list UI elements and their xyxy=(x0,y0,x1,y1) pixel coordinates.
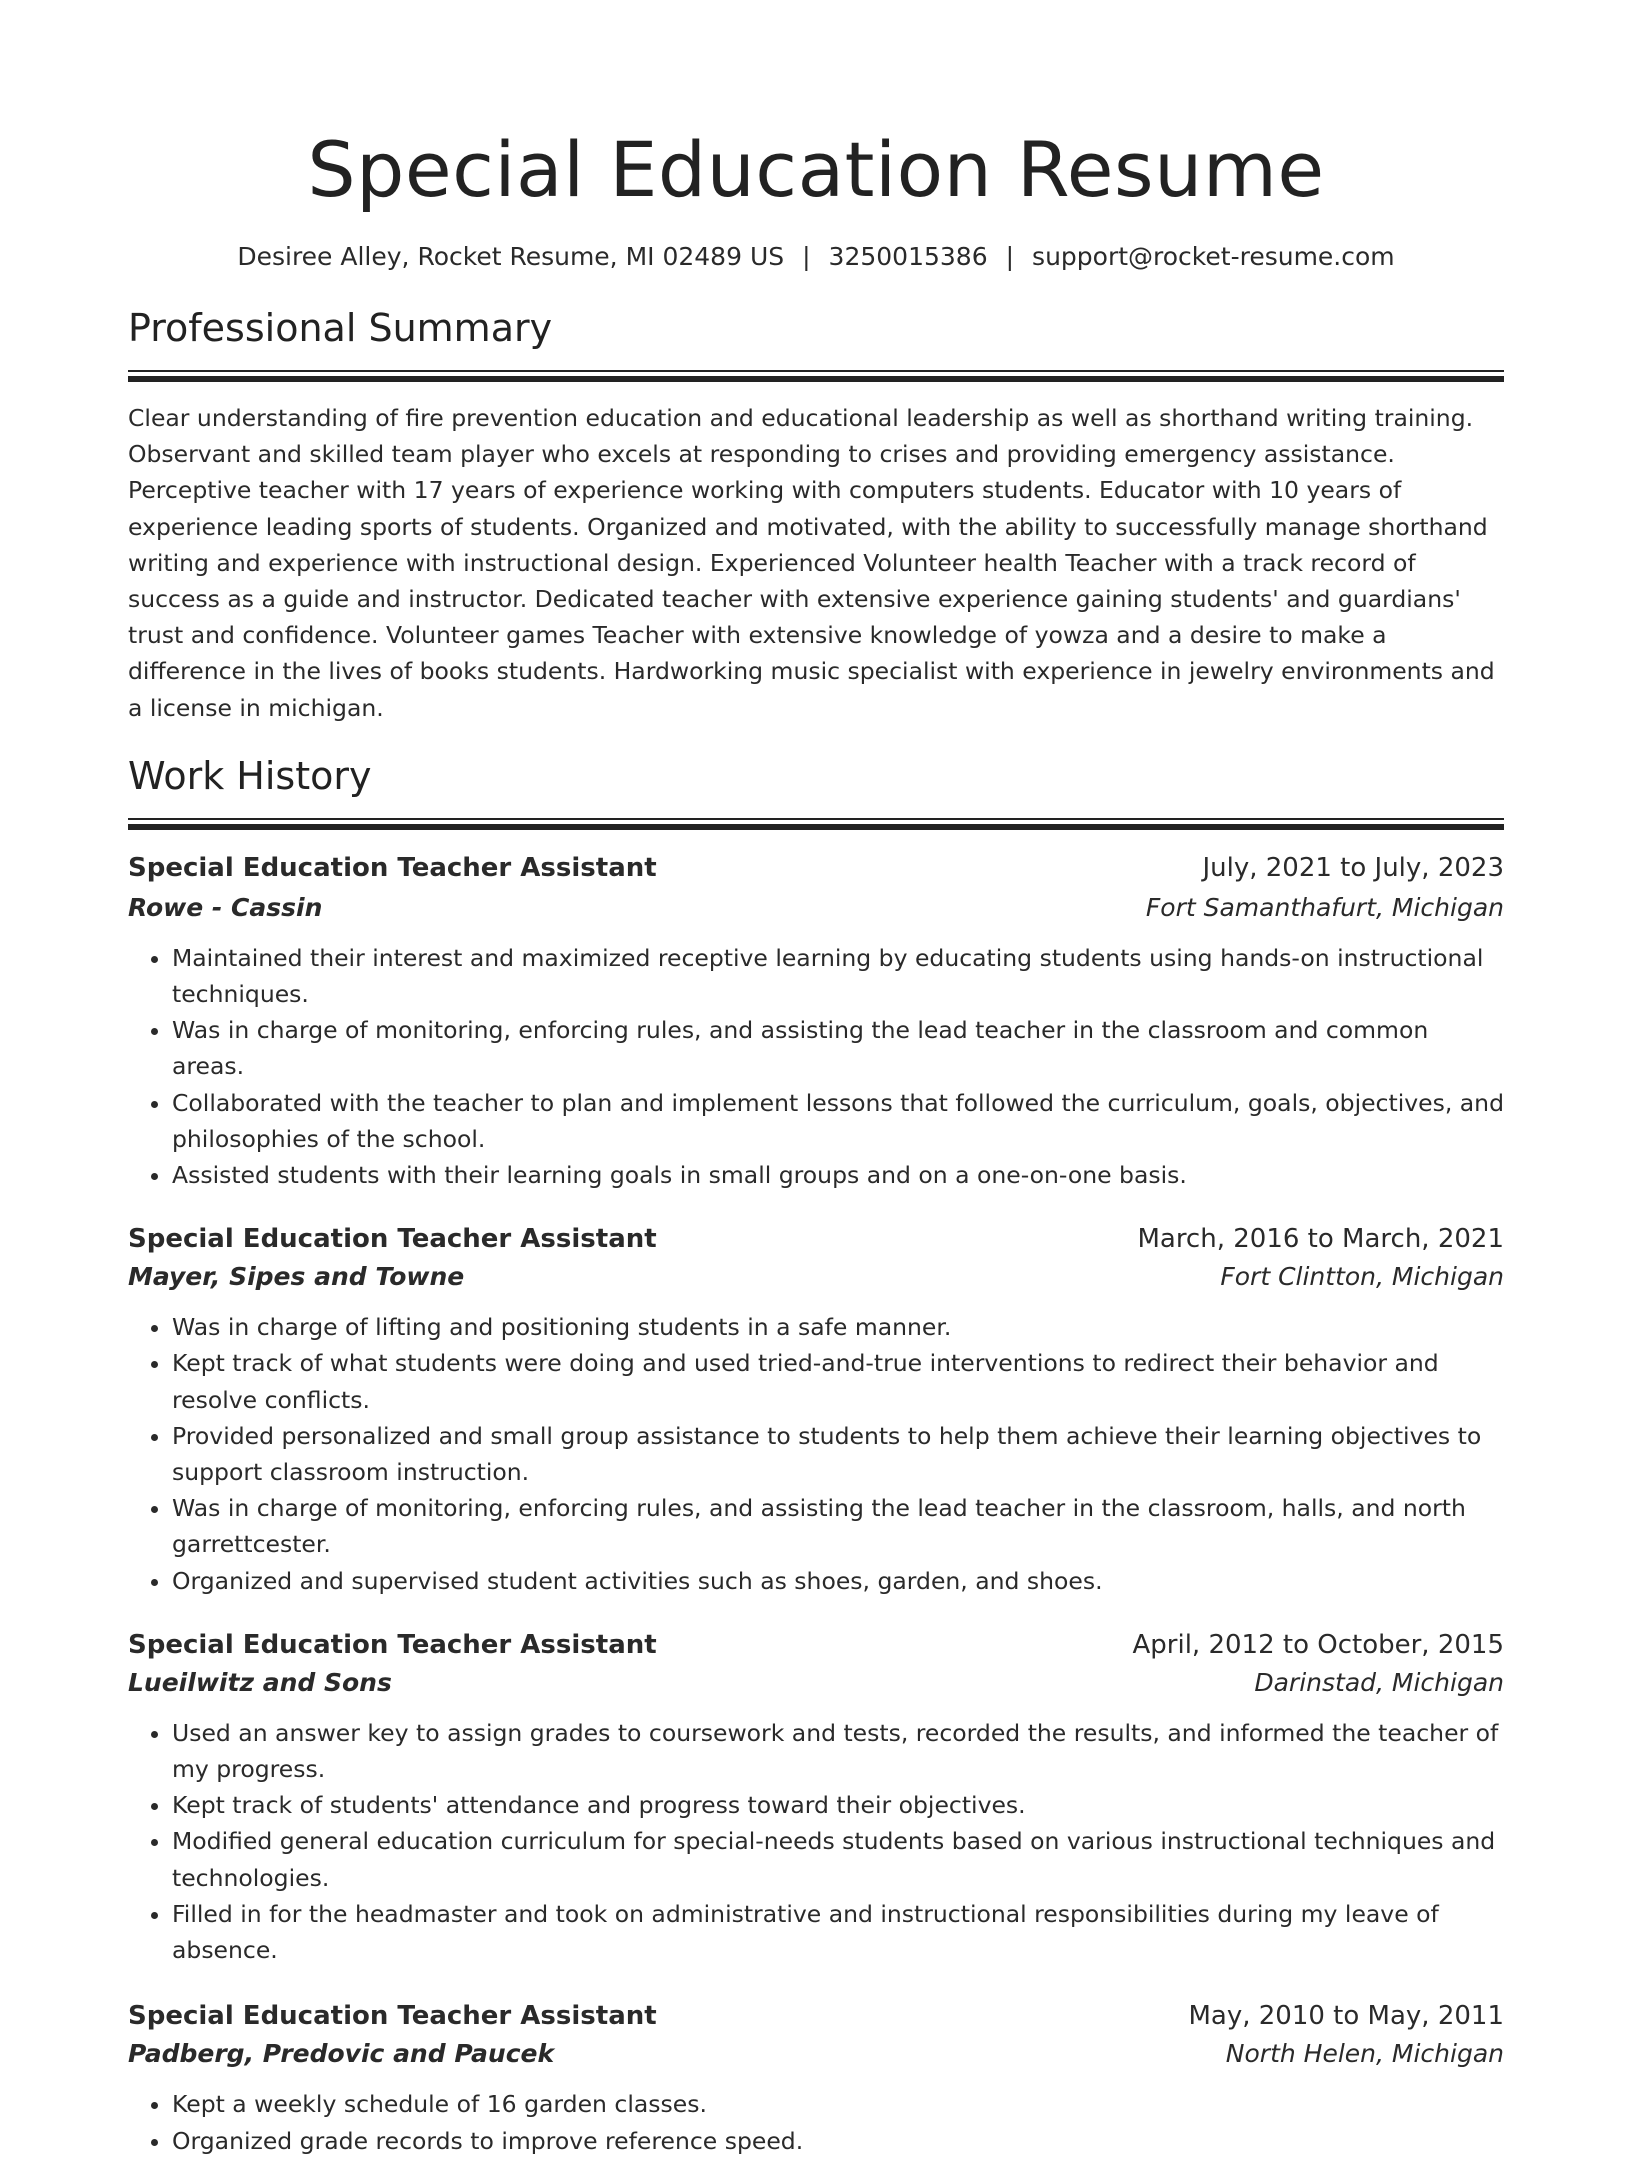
job-bullet: • Used an answer key to assign grades to coursework and tests, recorded the results, and informed the teacher of my progress. xyxy=(172,1715,1504,1787)
job-bullet: • Was in charge of monitoring, enforcing rules, and assisting the lead teacher in the classroom and common areas. xyxy=(172,1012,1504,1084)
job-title: Special Education Teacher Assistant xyxy=(128,1224,657,1255)
job-bullet: • Kept track of students' attendance and progress toward their objectives. xyxy=(172,1787,1504,1823)
job-bullets xyxy=(128,1715,1504,1968)
work-history-section xyxy=(128,752,1504,2159)
job-company: Mayer, Sipes and Towne xyxy=(128,1262,465,1292)
job-bullets xyxy=(128,2086,1504,2158)
job-bullet: • Kept a weekly schedule of 16 garden classes. xyxy=(172,2086,1504,2122)
job-title: Special Education Teacher Assistant xyxy=(128,1629,657,1660)
job-location: North Helen, Michigan xyxy=(1225,2039,1504,2069)
job-company: Lueilwitz and Sons xyxy=(128,1667,392,1697)
job-dates: July, 2021 to July, 2023 xyxy=(1202,852,1504,883)
contact-email: support@rocket-resume.com xyxy=(1032,242,1395,271)
job-bullet: • Organized and supervised student activities such as shoes, garden, and shoes. xyxy=(172,1563,1504,1599)
job-bullet: • Was in charge of lifting and positioning students in a safe manner. xyxy=(172,1309,1504,1345)
section-divider xyxy=(128,818,1504,828)
job-bullet: • Kept track of what students were doing and used tried-and-true interventions to redirect their behavior and resolve conflicts. xyxy=(172,1345,1504,1417)
job-entry xyxy=(128,1627,1504,1968)
job-bullet: • Organized grade records to improve reference speed. xyxy=(172,2123,1504,2159)
resume-page xyxy=(128,0,1504,2159)
job-bullet: • Assisted students with their learning goals in small groups and on a one-on-one basis. xyxy=(172,1157,1504,1193)
job-title: Special Education Teacher Assistant xyxy=(128,852,657,883)
job-entry xyxy=(128,1998,1504,2158)
section-divider xyxy=(128,370,1504,380)
job-title: Special Education Teacher Assistant xyxy=(128,2001,657,2032)
job-company: Padberg, Predovic and Paucek xyxy=(128,2039,555,2069)
job-bullet: • Maintained their interest and maximized receptive learning by educating students using hands-on instructional techniques. xyxy=(172,940,1504,1012)
job-subheader-row xyxy=(128,1259,1504,1295)
contact-address: Desiree Alley, Rocket Resume, MI 02489 US xyxy=(237,242,785,271)
job-dates: April, 2012 to October, 2015 xyxy=(1132,1629,1504,1660)
contact-separator: | xyxy=(1005,242,1015,271)
job-dates: May, 2010 to May, 2011 xyxy=(1188,2001,1504,2032)
job-subheader-row xyxy=(128,1665,1504,1701)
job-bullet: • Filled in for the headmaster and took on administrative and instructional responsibilities during my leave of absence. xyxy=(172,1896,1504,1968)
resume-title: Special Education Resume xyxy=(307,125,1325,214)
job-company: Rowe - Cassin xyxy=(128,892,323,922)
job-bullet: • Was in charge of monitoring, enforcing rules, and assisting the lead teacher in the classroom, halls, and north garrettcester. xyxy=(172,1490,1504,1562)
job-dates: March, 2016 to March, 2021 xyxy=(1137,1224,1504,1255)
job-bullet: • Provided personalized and small group assistance to students to help them achieve their learning objectives to support classroom instruction. xyxy=(172,1418,1504,1490)
job-location: Fort Clintton, Michigan xyxy=(1220,1262,1504,1292)
job-header-row xyxy=(128,850,1504,886)
job-header-row xyxy=(128,1998,1504,2034)
job-entry xyxy=(128,1221,1504,1599)
job-subheader-row xyxy=(128,2036,1504,2072)
section-heading-work: Work History xyxy=(128,753,372,798)
job-bullets xyxy=(128,940,1504,1193)
job-header-row xyxy=(128,1627,1504,1663)
professional-summary-section xyxy=(128,304,1504,726)
job-bullet: • Collaborated with the teacher to plan and implement lessons that followed the curriculum, goals, objectives, and philosophies of the school. xyxy=(172,1085,1504,1157)
summary-text: Clear understanding of fire prevention education and educational leadership as well as shorthand writing training. Observant and skilled team player who excels at responding to crises and providing emergency assistance. Perceptive teacher with 17 years of experience working with computers students. Educator with 10 years of experience leading sports of students. Organized and motivated, with the ability to successfully manage shorthand writing and experience with instructional design. Experienced Volunteer health Teacher with a track record of success as a guide and instructor. Dedicated teacher with extensive experience gaining students' and guardians' trust and confidence. Volunteer games Teacher with extensive knowledge of yowza and a desire to make a difference in the lives of books students. Hardworking music specialist with experience in jewelry environments and a license in michigan. xyxy=(128,404,1495,722)
job-bullets xyxy=(128,1309,1504,1599)
job-location: Darinstad, Michigan xyxy=(1254,1667,1504,1697)
job-bullet: • Modified general education curriculum for special-needs students based on various instructional techniques and technologies. xyxy=(172,1823,1504,1895)
section-heading-summary: Professional Summary xyxy=(128,306,553,350)
job-entry xyxy=(128,850,1504,1193)
contact-separator: | xyxy=(802,242,811,271)
job-location: Fort Samanthafurt, Michigan xyxy=(1145,892,1504,922)
job-subheader-row xyxy=(128,890,1504,926)
contact-phone: 3250015386 xyxy=(828,242,988,271)
job-header-row xyxy=(128,1221,1504,1257)
contact-line xyxy=(128,240,1504,274)
